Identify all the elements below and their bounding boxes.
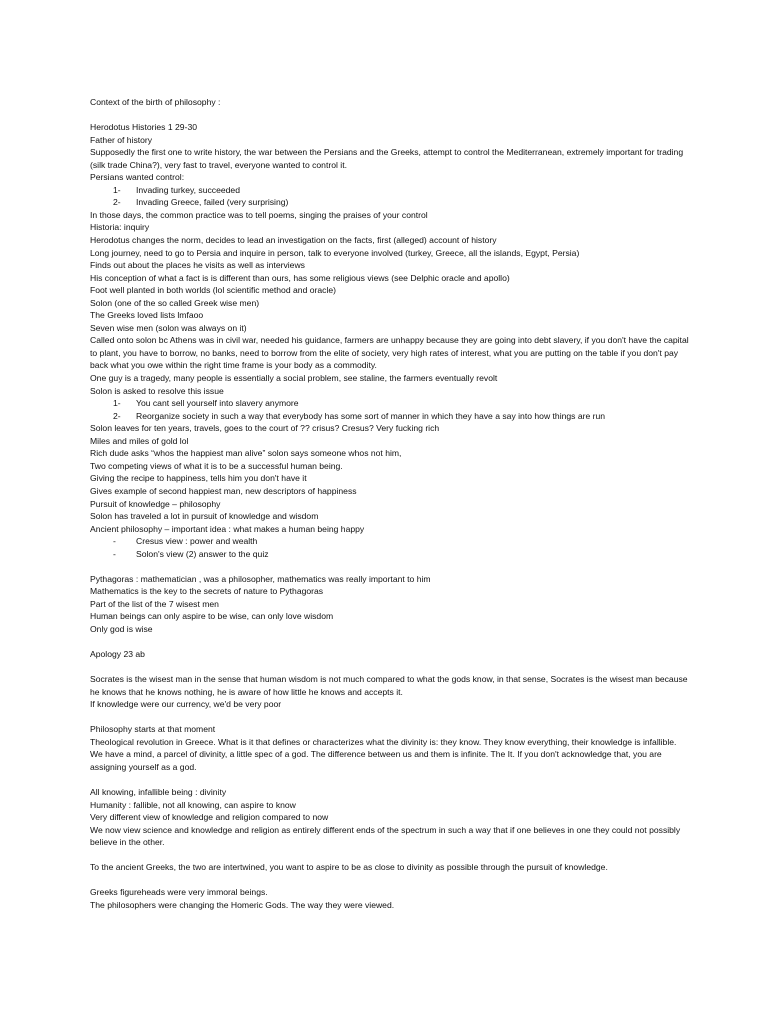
- text-line: Pursuit of knowledge – philosophy: [90, 498, 221, 509]
- text-line: Ancient philosophy – important idea : what makes a human being happy: [90, 523, 365, 534]
- text-line: His conception of what a fact is is different than ours, has some religious views (see Delphic oracle and apollo): [90, 272, 510, 283]
- list-marker: 2-: [113, 197, 121, 208]
- text-line: Philosophy starts at that moment: [90, 724, 216, 735]
- spacer: [90, 711, 690, 724]
- paragraph: Theological revolution in Greece. What is it that defines or characterizes what the divinity is: they know. They know everything, their knowledge is infallible.: [90, 736, 677, 747]
- spacer: [90, 661, 690, 674]
- list-item-text: Solon's view (2) answer to the quiz: [136, 548, 269, 559]
- text-line: Solon (one of the so called Greek wise men): [90, 297, 260, 308]
- text-line: Rich dude asks “whos the happiest man alive” solon says someone whos not him,: [90, 448, 402, 459]
- text-line: Greeks figureheads were very immoral beings.: [90, 887, 268, 898]
- list-item-text: Invading Greece, failed (very surprising): [136, 197, 289, 208]
- text-line: Persians wanted control:: [90, 172, 185, 183]
- list-item: [90, 397, 690, 410]
- text-line: All knowing, infallible being : divinity: [90, 787, 227, 798]
- paragraph: We have a mind, a parcel of divinity, a little spec of a god. The difference between us and them is infinite. The It. If you don't acknowledge that, you are assigning yourself as a god.: [90, 749, 662, 772]
- spacer: [90, 109, 690, 122]
- text-line: Mathematics is the key to the secrets of nature to Pythagoras: [90, 586, 324, 597]
- text-line: Pythagoras : mathematician , was a philosopher, mathematics was really important to him: [90, 573, 431, 584]
- list-marker: 1-: [113, 184, 121, 195]
- list-marker: -: [113, 548, 116, 559]
- text-line: Miles and miles of gold lol: [90, 435, 189, 446]
- text-line: Solon leaves for ten years, travels, goes to the court of ?? crisus? Cresus? Very fucking rich: [90, 423, 440, 434]
- text-line: Long journey, need to go to Persia and inquire in person, talk to everyone involved (turkey, Greece, all the islands, Egypt, Persia): [90, 247, 580, 258]
- paragraph: Supposedly the first one to write history, the war between the Persians and the Greeks, attempt to control the Mediterranean, extremely important for trading (silk trade China?), very fast to travel, everyone wanted to control it.: [90, 147, 684, 170]
- text-line: Gives example of second happiest man, new descriptors of happiness: [90, 485, 357, 496]
- list-item-text: Reorganize society in such a way that everybody has some sort of manner in which they have a say into how things are run: [136, 410, 606, 421]
- text-line: Part of the list of the 7 wisest men: [90, 598, 219, 609]
- text-line: One guy is a tragedy, many people is essentially a social problem, see staline, the farmers eventually revolt: [90, 373, 498, 384]
- text-line: Solon has traveled a lot in pursuit of knowledge and wisdom: [90, 511, 319, 522]
- section-heading: Herodotus Histories 1 29-30: [90, 122, 197, 133]
- list-marker: 2-: [113, 410, 121, 421]
- spacer: [90, 560, 690, 573]
- list-item: [90, 196, 690, 209]
- list-item: [90, 410, 690, 423]
- list-marker: -: [113, 536, 116, 547]
- document-body: [90, 96, 690, 912]
- text-line: Seven wise men (solon was always on it): [90, 322, 247, 333]
- text-line: Very different view of knowledge and religion compared to now: [90, 812, 329, 823]
- section-heading: Apology 23 ab: [90, 649, 145, 660]
- text-line: Humanity : fallible, not all knowing, can aspire to know: [90, 799, 296, 810]
- paragraph: Socrates is the wisest man in the sense that human wisdom is not much compared to what the gods know, in that sense, Socrates is the wisest man because he knows that he knows nothing, he is aware of how little he knows and accepts it.: [90, 674, 688, 697]
- spacer: [90, 849, 690, 862]
- paragraph: We now view science and knowledge and religion as entirely different ends of the spectrum in such a way that if one believes in one they could not possibly believe in the other.: [90, 824, 681, 848]
- text-line: The Greeks loved lists lmfaoo: [90, 310, 204, 321]
- spacer: [90, 636, 690, 649]
- list-item: [90, 184, 690, 197]
- paragraph: Called onto solon bc Athens was in civil war, needed his guidance, farmers are unhappy because they are going into debt slavery, if you don't have the capital to plant, you have to borrow, no banks, need to borrow from the elite of society, very high rates of interest, what you are putting on the table if you don't pay back what you owe within the right time frame is your body as a commodity.: [90, 335, 689, 371]
- text-line: To the ancient Greeks, the two are intertwined, you want to aspire to be as close to divinity as possible through the pursuit of knowledge.: [90, 862, 608, 873]
- document-title: Context of the birth of philosophy :: [90, 97, 221, 107]
- text-line: Historia: inquiry: [90, 222, 150, 233]
- spacer: [90, 774, 690, 787]
- text-line: Two competing views of what it is to be a successful human being.: [90, 460, 343, 471]
- spacer: [90, 874, 690, 887]
- text-line: Solon is asked to resolve this issue: [90, 385, 224, 396]
- text-line: Giving the recipe to happiness, tells him you don't have it: [90, 473, 307, 484]
- list-item: [90, 548, 690, 561]
- text-line: The philosophers were changing the Homeric Gods. The way they were viewed.: [90, 900, 395, 910]
- list-item-text: Cresus view : power and wealth: [136, 536, 258, 547]
- text-line: Human beings can only aspire to be wise, can only love wisdom: [90, 611, 334, 622]
- text-line: Father of history: [90, 134, 153, 145]
- list-item-text: You cant sell yourself into slavery anymore: [136, 398, 299, 409]
- list-item-text: Invading turkey, succeeded: [136, 184, 240, 195]
- text-line: Finds out about the places he visits as well as interviews: [90, 260, 305, 271]
- text-line: In those days, the common practice was to tell poems, singing the praises of your control: [90, 209, 428, 220]
- text-line: Herodotus changes the norm, decides to lead an investigation on the facts, first (alleged) account of history: [90, 235, 497, 246]
- list-marker: 1-: [113, 398, 121, 409]
- text-line: Only god is wise: [90, 623, 153, 634]
- text-line: If knowledge were our currency, we'd be very poor: [90, 699, 282, 710]
- text-line: Foot well planted in both worlds (lol scientific method and oracle): [90, 285, 337, 296]
- list-item: [90, 535, 690, 548]
